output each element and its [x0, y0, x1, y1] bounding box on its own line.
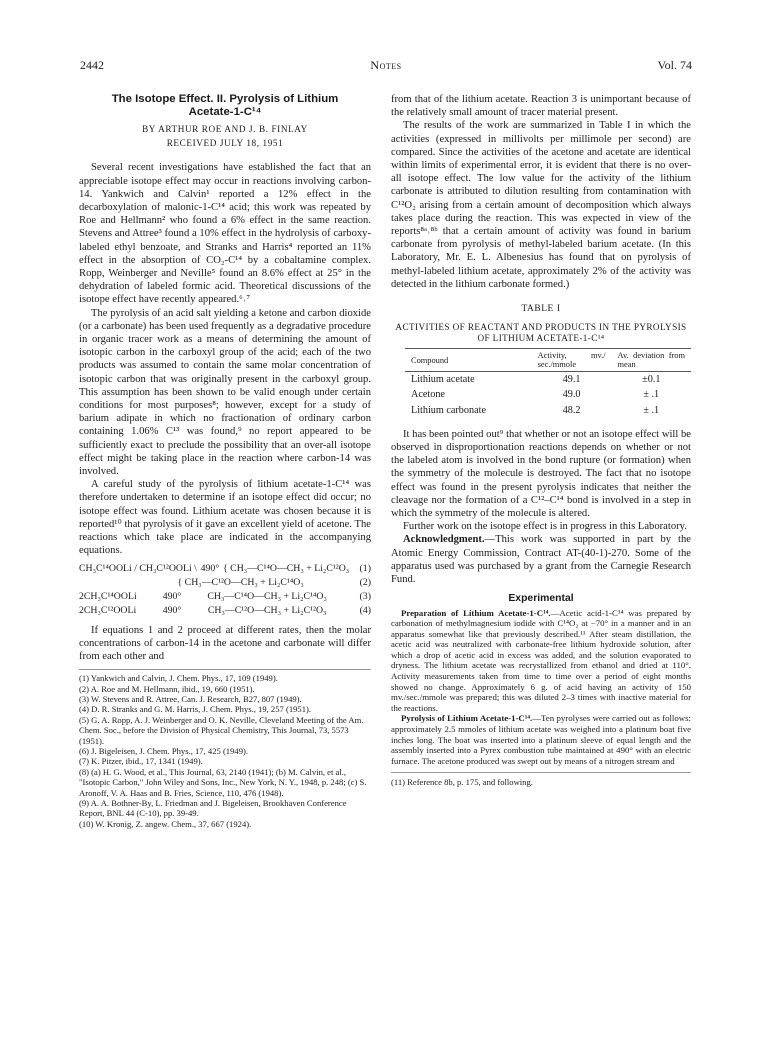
acknowledgment: [391, 533, 691, 586]
article-title: [79, 93, 371, 119]
table-row: [405, 387, 691, 402]
equation-condition: 490°: [200, 562, 220, 574]
subsection-text: —Ten pyrolyses were carried out as follows: approximately 2.5 mmoles of lithium acetate was weighed into a platinum boat five inches long. The boat was inserted into a platinum sleeve of equal length and the assembly inserted into a Pyrex combustion tube maintained at 490° with an electric furnace. The acetone produced was swept out by means of a nitrogen stream and: [391, 713, 691, 766]
equation-lhs: 2CH₃C¹²OOLi: [79, 604, 137, 616]
equation-row: [79, 576, 371, 590]
paragraph: It has been pointed out⁹ that whether or not an isotope effect will be observed in disproportionation reactions depends on whether or not the labeled atom is involved in the bond rupture (or formation) when the symmetry of the molecule is destroyed. The fact that no isotope effect was found in the present pyrolysis indicates that neither the cleavage nor the formation of a C¹²–C¹⁴ bond is involved in a step in which the symmetry of the molecule is altered.: [391, 428, 691, 520]
table-title: [391, 322, 691, 344]
table-cell: ±0.1: [642, 374, 661, 386]
footnote: (7) K. Pitzer, ibid., 17, 1341 (1949).: [79, 756, 203, 767]
acknowledgment-text: —This work was supported in part by the Atomic Energy Commission, Contract AT-(40-1)-270. Some of the apparatus used was purchased by a grant from the Carnegie Research Fund.: [391, 534, 691, 586]
footnote: (2) A. Roe and M. Hellmann, ibid., 19, 660 (1951).: [79, 683, 255, 694]
table-cell: 49.0: [562, 389, 581, 401]
subsection-heading: Pyrolysis of Lithium Acetate-1-C¹⁴.: [401, 713, 533, 724]
table-cell: Acetone: [411, 389, 445, 401]
paragraph: The pyrolysis of an acid salt yielding a ketone and carbon dioxide (or a carbonate) has been used frequently as a degradative procedure in organic tracer work as a means of determining the amount of isotopic carbon in the carboxyl group of the acid; each of the two products was assumed to contain the same molar concentration of isotopic carbon that was originally present in the carboxyl group. This assumption has been shown to be valid enough under certain conditions for most purposes⁸; however, except for a study of barium adipate in which no fractionation of ordinary carbon containing 1.06% C¹³ was found,⁹ no report appeared to be sufficiently exact to preclude the possibility that an over-all isotope effect might be taking place in the reaction where carbon-14 was involved.: [79, 307, 371, 478]
equation-rhs: CH₃—C¹⁴O—CH₃ + Li₂C¹⁴O₃: [207, 590, 327, 602]
column-header: Compound: [405, 349, 532, 372]
footnote: (3) W. Stevens and R. Attree, Can. J. Research, B27, 807 (1949).: [79, 693, 302, 704]
table-row: [405, 403, 691, 418]
experimental-paragraph: [391, 608, 691, 714]
byline: BY ARTHUR ROE AND J. B. FINLAY: [142, 124, 308, 134]
subsection-heading: Preparation of Lithium Acetate-1-C¹⁴.: [401, 607, 551, 618]
table-caption: TABLE I: [521, 304, 561, 315]
received-date: RECEIVED JULY 18, 1951: [166, 138, 284, 149]
equation-rhs: { CH₃—C¹²O—CH₃ + Li₂C¹⁴O₃: [177, 576, 304, 588]
experimental-section: [391, 608, 691, 767]
experimental-heading: Experimental: [508, 593, 574, 605]
paragraph: The results of the work are summarized in Table I in which the activities (expressed in millivolts per millimole per second) are compared. Since the activities of the acetone and acetate are identical within limits of experimental error, it is evident that there is no over-all isotope effect. The low value for the activity of the lithium carbonate is attributed to dilution resulting from contamination with C¹²O₂ arising from a certain amount of decomposition which always takes place during the reaction. This was expected in view of the reports⁸ᵃ˒⁸ᵇ that a certain amount of activity was found in barium carbonate from pyrolysis of methyl-labeled barium acetate. (In this Laboratory, Mr. E. L. Albenesius has found that on pyrolysis of methyl-labeled lithium acetate, approximately 2% of the activity was detected in the lithium carbonate formed.): [391, 120, 691, 290]
title-line-1: The Isotope Effect. II. Pyrolysis of Lithium: [111, 93, 339, 105]
table-header-row: [405, 349, 691, 372]
equation-rhs: CH₃—C¹²O—CH₃ + Li₂C¹²O₃: [207, 604, 327, 616]
paragraph: A careful study of the pyrolysis of lithium acetate-1-C¹⁴ was therefore undertaken to determine if an isotope effect did occur; no isotope effect was found. Lithium acetate was chosen because it is reported¹⁰ that pyrolysis of it gave an excellent yield of acetone. The reactions which take place are indicated in the accompanying equations.: [79, 479, 371, 557]
table-cell: 48.2: [562, 404, 581, 416]
table-title-line-2: OF LITHIUM ACETATE-1-C¹⁴: [477, 333, 605, 344]
equation-number: (4): [359, 604, 371, 616]
footnote: (1) Yankwich and Calvin, J. Chem. Phys., 17, 109 (1949).: [79, 673, 278, 684]
equation-row: [79, 604, 371, 618]
table-cell: Lithium acetate: [411, 374, 475, 386]
activity-table: [405, 348, 691, 418]
equation-number: (3): [359, 590, 371, 602]
equations-block: [79, 562, 371, 618]
table-cell: ± .1: [643, 404, 660, 416]
table-title-line-1: ACTIVITIES OF REACTANT AND PRODUCTS IN THE PYROLYSIS: [395, 322, 687, 333]
equation-row: [79, 562, 371, 576]
column-header: Activity, mv./ sec./mmole: [532, 349, 612, 372]
section-name: Notes: [370, 58, 402, 72]
footnote: (11) Reference 8b, p. 175, and following.: [391, 772, 691, 789]
equation-lhs: 2CH₃C¹⁴OOLi: [79, 590, 137, 602]
equation-row: [79, 590, 371, 604]
footnote: (5) G. A. Ropp, A. J. Weinberger and O. K. Neville, Cleveland Meeting of the Am. Chem. Soc., before the Division of Physical Chemistry, This Journal, 73, 5573 (1951).: [79, 714, 364, 746]
left-column: [79, 93, 371, 829]
footnotes: [79, 669, 371, 829]
equation-rhs: { CH₃—C¹⁴O—CH₃ + Li₂C¹²O₃: [223, 562, 350, 574]
paragraph: If equations 1 and 2 proceed at different rates, then the molar concentrations of carbon-14 in the acetone and carbonate will differ from each other and: [79, 624, 371, 662]
paragraph: from that of the lithium acetate. Reaction 3 is unimportant because of the relatively small amount of tracer material present.: [391, 94, 691, 119]
equation-condition: 490°: [162, 590, 182, 602]
equation-lhs: CH₃C¹⁴OOLi / CH₃C¹²OOLi \: [79, 562, 197, 574]
footnote: (8) (a) H. G. Wood, et al., This Journal, 63, 2140 (1941); (b) M. Calvin, et al., "Isotopic Carbon," John Wiley and Sons, Inc., New York, N. Y., 1948, p. 248; (c) S. Aronoff, V. A. Haas and B. Fries, Science, 110, 476 (1948).: [79, 766, 367, 798]
running-header: [80, 58, 692, 74]
page-number: 2442: [80, 58, 104, 72]
equation-condition: 490°: [162, 604, 182, 616]
acknowledgment-heading: Acknowledgment.: [403, 534, 485, 546]
volume-number: Vol. 74: [657, 58, 692, 72]
footnote: (9) A. A. Bothner-By, L. Friedman and J. Bigeleisen, Brookhaven Conference Report, BNL 44 (C-10), pp. 39-49.: [79, 797, 347, 819]
table-cell: Lithium carbonate: [411, 404, 486, 416]
equation-number: (2): [359, 576, 371, 588]
table-cell: 49.1: [562, 374, 581, 386]
footnote: (4) D. R. Stranks and G. M. Harris, J. Chem. Phys., 19, 257 (1951).: [79, 704, 312, 715]
title-line-2: Acetate-1-C¹⁴: [188, 106, 262, 118]
experimental-paragraph: [391, 713, 691, 766]
column-header: Av. deviation from mean: [612, 349, 691, 372]
paragraph: Several recent investigations have established the fact that an appreciable isotope effect may occur in reactions involving carbon-14. Yankwich and Calvin¹ reported a 12% effect in the decarboxylation of malonic-1-C¹⁴ acid; this work was repeated by Roe and Hellmann² who found a 6% effect in the same reaction. Stevens and Attree³ found a 10% effect in the hydrolysis of carboxy-labeled ethyl benzoate, and Stranks and Harris⁴ reported an 11% effect in the absorption of CO₂-C¹⁴ by a cobaltamine complex. Ropp, Weinberger and Neville⁵ found an 8.6% effect at 25° in the dehydration of labeled formic acid. Theoretical discussions of the isotope effect have recently appeared.⁶˒⁷: [79, 162, 371, 306]
right-column: [391, 93, 691, 790]
equation-number: (1): [359, 562, 371, 574]
footnote: (6) J. Bigeleisen, J. Chem. Phys., 17, 425 (1949).: [79, 745, 249, 756]
table-row: [405, 372, 691, 388]
footnote: (10) W. Kronig, Z. angew. Chem., 37, 667 (1924).: [79, 818, 252, 829]
paragraph: Further work on the isotope effect is in progress in this Laboratory.: [403, 521, 687, 533]
table-cell: ± .1: [643, 389, 660, 401]
subsection-text: —Acetic acid-1-C¹⁴ was prepared by carbonation of methylmagnesium iodide with C¹⁴O₂ at −70° in a manner and in an apparatus somewhat like that previously described.¹¹ After steam distillation, the acetic acid was neutralized with carbonate-free lithium hydroxide solution, after which a drop of acetic acid in excess was added, and the solution evaporated to dryness. The lithium acetate was recrystallized from ethanol and dried at 110°. Activity measurements taken from time to time over a period of eight months showed no change. Approximately 6 g. of acid having an activity of 150 mv./sec./mmole was prepared; this was diluted 2–3 times with inactive material for the reactions.: [391, 607, 691, 713]
